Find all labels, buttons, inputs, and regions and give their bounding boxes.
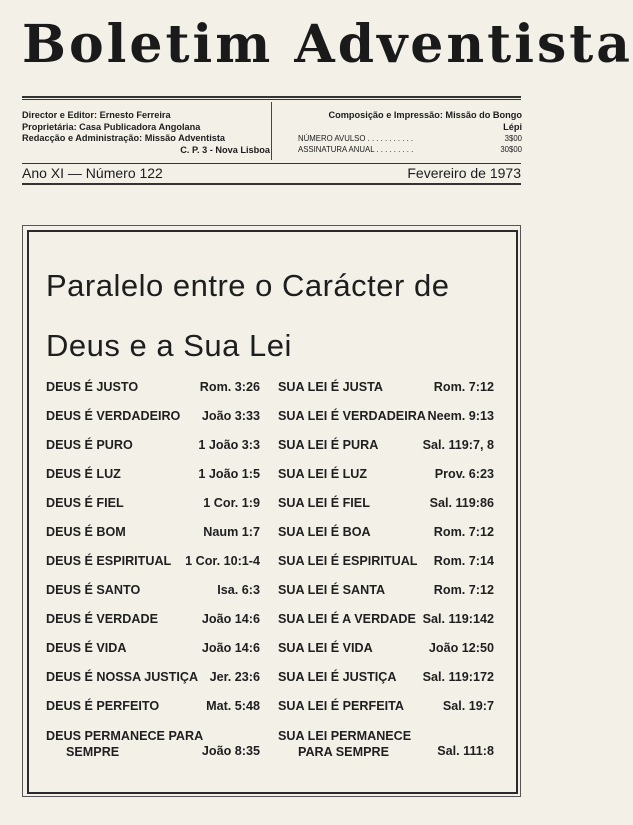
law-attribute: SUA LEI É A VERDADE — [278, 612, 416, 626]
issue-number: Ano XI — Número 122 — [22, 165, 163, 181]
law-reference: Rom. 7:14 — [433, 554, 494, 568]
printing-line: Composição e Impressão: Missão do Bongo — [328, 110, 522, 120]
printing-info — [282, 110, 522, 155]
god-attribute: DEUS É PURO — [46, 438, 133, 452]
parallel-table — [46, 380, 498, 772]
header-divider — [271, 102, 272, 160]
law-reference: Sal. 19:7 — [442, 699, 494, 713]
god-reference: 1 João 3:3 — [198, 438, 260, 452]
price-annual-label: ASSINATURA ANUAL . . . . . . . . . — [298, 145, 414, 154]
issue-rule-top — [22, 163, 521, 164]
publisher-info — [22, 110, 270, 156]
article-title — [46, 256, 506, 376]
god-attribute: DEUS É SANTO — [46, 583, 141, 597]
god-reference: João 8:35 — [201, 744, 260, 758]
god-attribute: DEUS É VERDADEIRO — [46, 409, 181, 423]
law-reference: Neem. 9:13 — [427, 409, 494, 423]
owner-line: Proprietária: Casa Publicadora Angolana — [22, 121, 201, 132]
god-attribute: DEUS É PERFEITO — [46, 699, 160, 713]
god-reference: 1 Cor. 10:1-4 — [185, 554, 260, 568]
god-reference: Naum 1:7 — [203, 525, 260, 539]
law-attribute: SUA LEI É ESPIRITUAL — [278, 554, 418, 568]
law-reference: Rom. 7:12 — [433, 380, 494, 394]
table-row — [46, 554, 498, 583]
god-reference: Mat. 5:48 — [206, 699, 260, 713]
god-attribute: DEUS É JUSTO — [46, 380, 139, 394]
law-reference: Sal. 119:172 — [422, 670, 494, 684]
table-row — [46, 670, 498, 699]
god-reference: Jer. 23:6 — [209, 670, 260, 684]
editor-line: Director e Editor: Ernesto Ferreira — [22, 110, 171, 120]
law-reference: Prov. 6:23 — [434, 467, 494, 481]
issue-rule-bottom — [22, 183, 521, 185]
price-single — [282, 133, 522, 144]
table-row-last — [46, 728, 498, 772]
table-row — [46, 583, 498, 612]
issue-line — [22, 165, 521, 181]
god-reference: João 3:33 — [201, 409, 260, 423]
table-row — [46, 641, 498, 670]
god-attribute: DEUS É VIDA — [46, 641, 127, 655]
law-attribute: SUA LEI É PURA — [278, 438, 379, 452]
god-attribute: DEUS É VERDADE — [46, 612, 158, 626]
address-line: C. P. 3 - Nova Lisboa — [180, 144, 270, 155]
law-attribute: SUA LEI É VIDA — [278, 641, 373, 655]
god-attribute: DEUS É BOM — [46, 525, 126, 539]
god-attribute: DEUS É NOSSA JUSTIÇA — [46, 670, 199, 684]
table-row — [46, 438, 498, 467]
god-reference: 1 Cor. 1:9 — [203, 496, 260, 510]
table-row — [46, 525, 498, 554]
god-attribute — [46, 728, 203, 760]
table-row — [46, 380, 498, 409]
law-reference: Rom. 7:12 — [433, 583, 494, 597]
table-row — [46, 467, 498, 496]
table-row — [46, 612, 498, 641]
masthead-title: Boletim Adventista — [22, 14, 633, 75]
god-attribute: DEUS É ESPIRITUAL — [46, 554, 172, 568]
law-reference: Sal. 119:86 — [429, 496, 494, 510]
law-attribute: SUA LEI É JUSTIÇA — [278, 670, 397, 684]
god-attribute: DEUS É LUZ — [46, 467, 121, 481]
price-annual — [282, 144, 522, 155]
issue-date: Fevereiro de 1973 — [407, 165, 521, 181]
god-attribute-line1: DEUS PERMANECE PARA — [46, 729, 204, 743]
law-attribute: SUA LEI É SANTA — [278, 583, 386, 597]
law-attribute-line1: SUA LEI PERMANECE — [278, 729, 412, 743]
law-attribute: SUA LEI É PERFEITA — [278, 699, 404, 713]
god-reference: 1 João 1:5 — [198, 467, 260, 481]
header-rule-top-thin — [22, 99, 521, 100]
law-reference: Sal. 119:142 — [422, 612, 494, 626]
law-reference: João 12:50 — [428, 641, 494, 655]
table-row — [46, 409, 498, 438]
law-attribute-line2: PARA SEMPRE — [298, 745, 389, 759]
price-single-label: NÚMERO AVULSO . . . . . . . . . . . — [298, 134, 414, 143]
admin-line: Redacção e Administração: Missão Adventista — [22, 133, 226, 143]
law-attribute — [278, 728, 411, 760]
god-attribute: DEUS É FIEL — [46, 496, 124, 510]
god-reference: Isa. 6:3 — [217, 583, 260, 597]
table-row — [46, 496, 498, 525]
table-row — [46, 699, 498, 728]
article-title-line1: Paralelo entre o Carácter de — [46, 268, 450, 303]
price-annual-value: 30$00 — [500, 145, 522, 154]
law-reference: Sal. 111:8 — [437, 744, 494, 758]
god-reference: João 14:6 — [201, 641, 260, 655]
law-reference: Sal. 119:7, 8 — [422, 438, 494, 452]
law-attribute: SUA LEI É JUSTA — [278, 380, 383, 394]
law-attribute: SUA LEI É BOA — [278, 525, 371, 539]
price-single-value: 3$00 — [504, 134, 522, 143]
god-reference: João 14:6 — [201, 612, 260, 626]
god-reference: Rom. 3:26 — [199, 380, 260, 394]
article-title-line2: Deus e a Sua Lei — [46, 328, 292, 363]
law-reference: Rom. 7:12 — [433, 525, 494, 539]
law-attribute: SUA LEI É FIEL — [278, 496, 370, 510]
header-rule-top — [22, 96, 521, 98]
law-attribute: SUA LEI É VERDADEIRA — [278, 409, 426, 423]
printing-place: Lépi — [503, 121, 522, 132]
god-attribute-line2: SEMPRE — [66, 745, 120, 759]
law-attribute: SUA LEI É LUZ — [278, 467, 368, 481]
